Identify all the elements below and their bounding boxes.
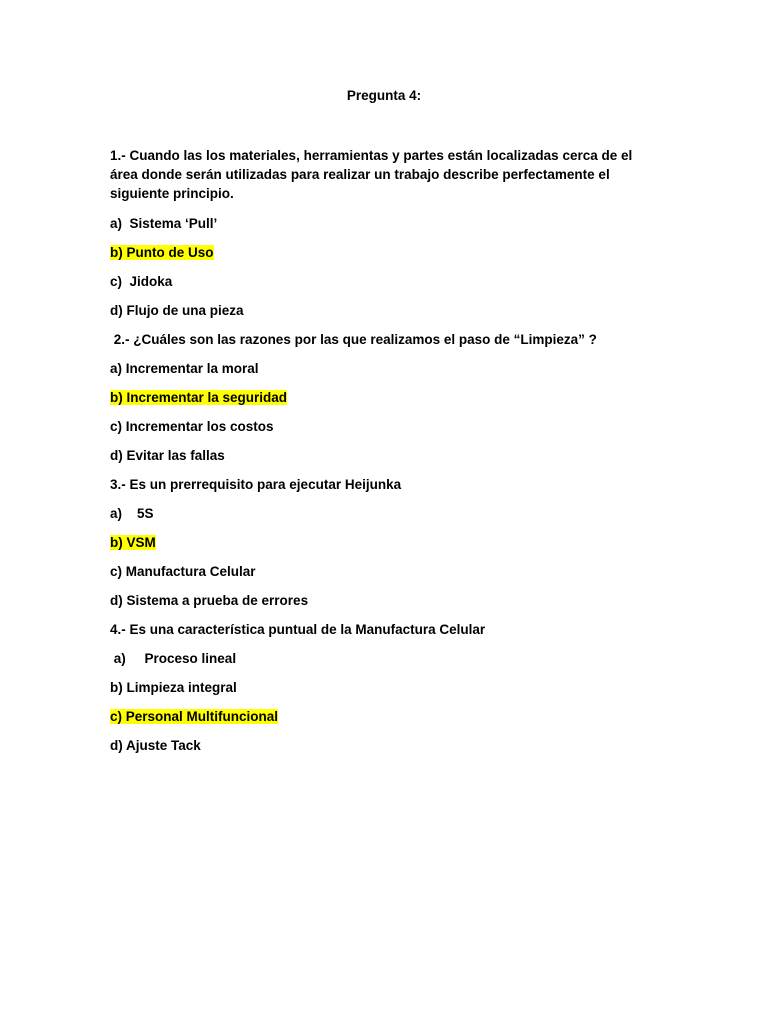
question-1-text: 1.- Cuando las los materiales, herramientas y partes están localizadas cerca de el área donde serán utilizadas para realizar un trabajo describe perfectamente el siguiente principio. bbox=[110, 148, 637, 201]
question-list bbox=[110, 146, 650, 765]
option-text: a) Sistema ‘Pull’ bbox=[110, 216, 218, 231]
page-title: Pregunta 4: bbox=[346, 88, 422, 103]
question-2-option-d bbox=[110, 446, 650, 465]
question-3-text: 3.- Es un prerrequisito para ejecutar Heijunka bbox=[110, 477, 402, 492]
option-text: a) Incrementar la moral bbox=[110, 361, 259, 376]
option-text: b) Limpieza integral bbox=[110, 680, 237, 695]
question-3-option-d bbox=[110, 591, 650, 610]
question-4-option-a bbox=[110, 649, 650, 668]
question-2-option-a bbox=[110, 359, 650, 378]
option-text: d) Flujo de una pieza bbox=[110, 303, 244, 318]
question-1-option-b bbox=[110, 243, 650, 262]
question-4-option-b bbox=[110, 678, 650, 697]
question-1-option-a bbox=[110, 214, 650, 233]
option-text: d) Sistema a prueba de errores bbox=[110, 593, 309, 608]
option-text: c) Jidoka bbox=[110, 274, 173, 289]
question-2-option-c bbox=[110, 417, 650, 436]
question-3-option-b bbox=[110, 533, 650, 552]
option-text: d) Evitar las fallas bbox=[110, 448, 225, 463]
highlighted-answer: c) Personal Multifuncional bbox=[110, 709, 279, 724]
option-text: d) Ajuste Tack bbox=[110, 738, 201, 753]
question-2-text: 2.- ¿Cuáles son las razones por las que realizamos el paso de “Limpieza” ? bbox=[110, 332, 597, 347]
option-text: a) 5S bbox=[110, 506, 154, 521]
option-text: a) Proceso lineal bbox=[110, 651, 237, 666]
highlighted-answer: b) Incrementar la seguridad bbox=[110, 390, 288, 405]
question-3-option-c bbox=[110, 562, 650, 581]
question-2-option-b bbox=[110, 388, 650, 407]
question-3-option-a bbox=[110, 504, 650, 523]
highlighted-answer: b) Punto de Uso bbox=[110, 245, 214, 260]
option-text: c) Manufactura Celular bbox=[110, 564, 256, 579]
question-4-text: 4.- Es una característica puntual de la Manufactura Celular bbox=[110, 622, 486, 637]
question-4-option-d bbox=[110, 736, 650, 755]
question-4-option-c bbox=[110, 707, 650, 726]
option-text: c) Incrementar los costos bbox=[110, 419, 274, 434]
highlighted-answer: b) VSM bbox=[110, 535, 156, 550]
question-1-option-d bbox=[110, 301, 650, 320]
question-1-option-c bbox=[110, 272, 650, 291]
